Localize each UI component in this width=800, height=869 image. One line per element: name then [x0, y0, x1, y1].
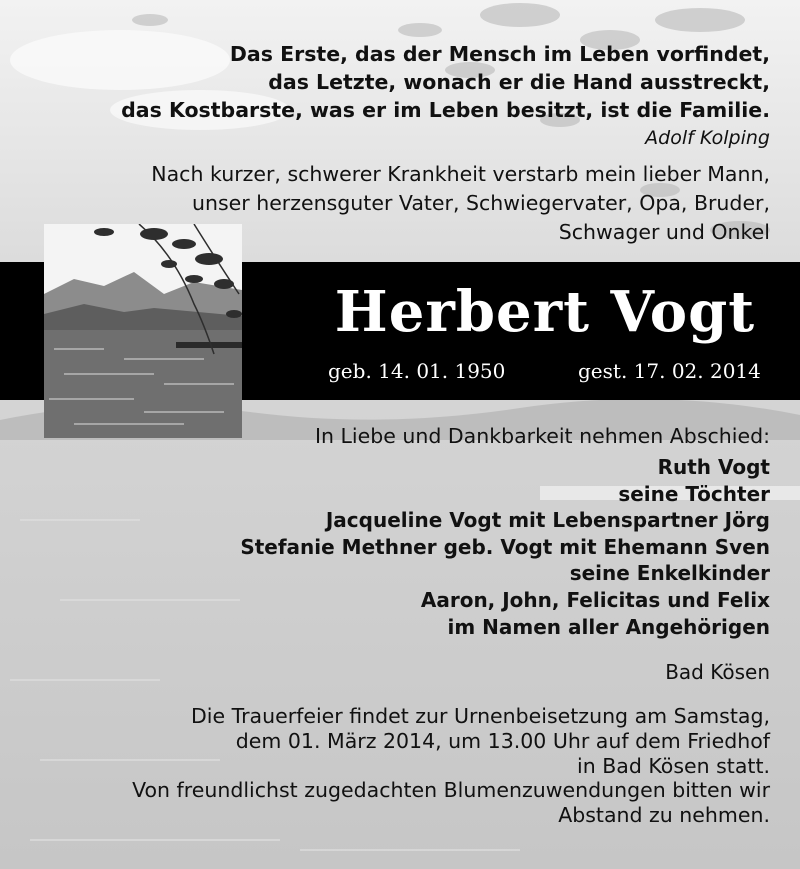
quote: [121, 40, 770, 152]
service-line: in Bad Kösen statt.: [577, 753, 770, 778]
deceased-name: Herbert Vogt: [334, 279, 756, 345]
intro-line: Schwager und Onkel: [558, 220, 770, 244]
quote-line: das Kostbarste, was er im Leben besitzt, ist die Familie.: [121, 98, 770, 122]
announcement-intro: [151, 160, 770, 247]
quote-author: Adolf Kolping: [645, 127, 770, 149]
mourner-line: Jacqueline Vogt mit Lebenspartner Jörg: [325, 508, 770, 533]
mourner-line: Aaron, John, Felicitas und Felix: [420, 587, 770, 612]
place: Bad Kösen: [665, 660, 770, 684]
mourner-line: im Namen aller Angehörigen: [447, 614, 770, 639]
death-date: gest. 17. 02. 2014: [578, 359, 761, 383]
service-line: Abstand zu nehmen.: [558, 803, 770, 828]
intro-line: Nach kurzer, schwerer Krankheit verstarb mein lieber Mann,: [151, 162, 770, 186]
farewell-line: In Liebe und Dankbarkeit nehmen Abschied:: [314, 424, 770, 448]
mourners-list: [240, 454, 770, 640]
mourner-line: seine Töchter: [618, 481, 770, 506]
service-notice: [132, 704, 770, 828]
mourner-line: Ruth Vogt: [657, 455, 770, 479]
quote-line: Das Erste, das der Mensch im Leben vorfindet,: [229, 42, 770, 66]
service-line: Von freundlichst zugedachten Blumenzuwendungen bitten wir: [132, 778, 770, 803]
mourner-line: Stefanie Methner geb. Vogt mit Ehemann Sven: [240, 534, 770, 559]
intro-line: unser herzensguter Vater, Schwiegervater, Opa, Bruder,: [191, 191, 770, 215]
quote-line: das Letzte, wonach er die Hand ausstreckt,: [268, 70, 770, 94]
mourner-line: seine Enkelkinder: [569, 561, 770, 586]
service-line: Die Trauerfeier findet zur Urnenbeisetzung am Samstag,: [190, 704, 770, 728]
birth-date: geb. 14. 01. 1950: [328, 359, 506, 383]
service-line: dem 01. März 2014, um 13.00 Uhr auf dem Friedhof: [235, 728, 770, 753]
lake-photo: [44, 224, 242, 438]
